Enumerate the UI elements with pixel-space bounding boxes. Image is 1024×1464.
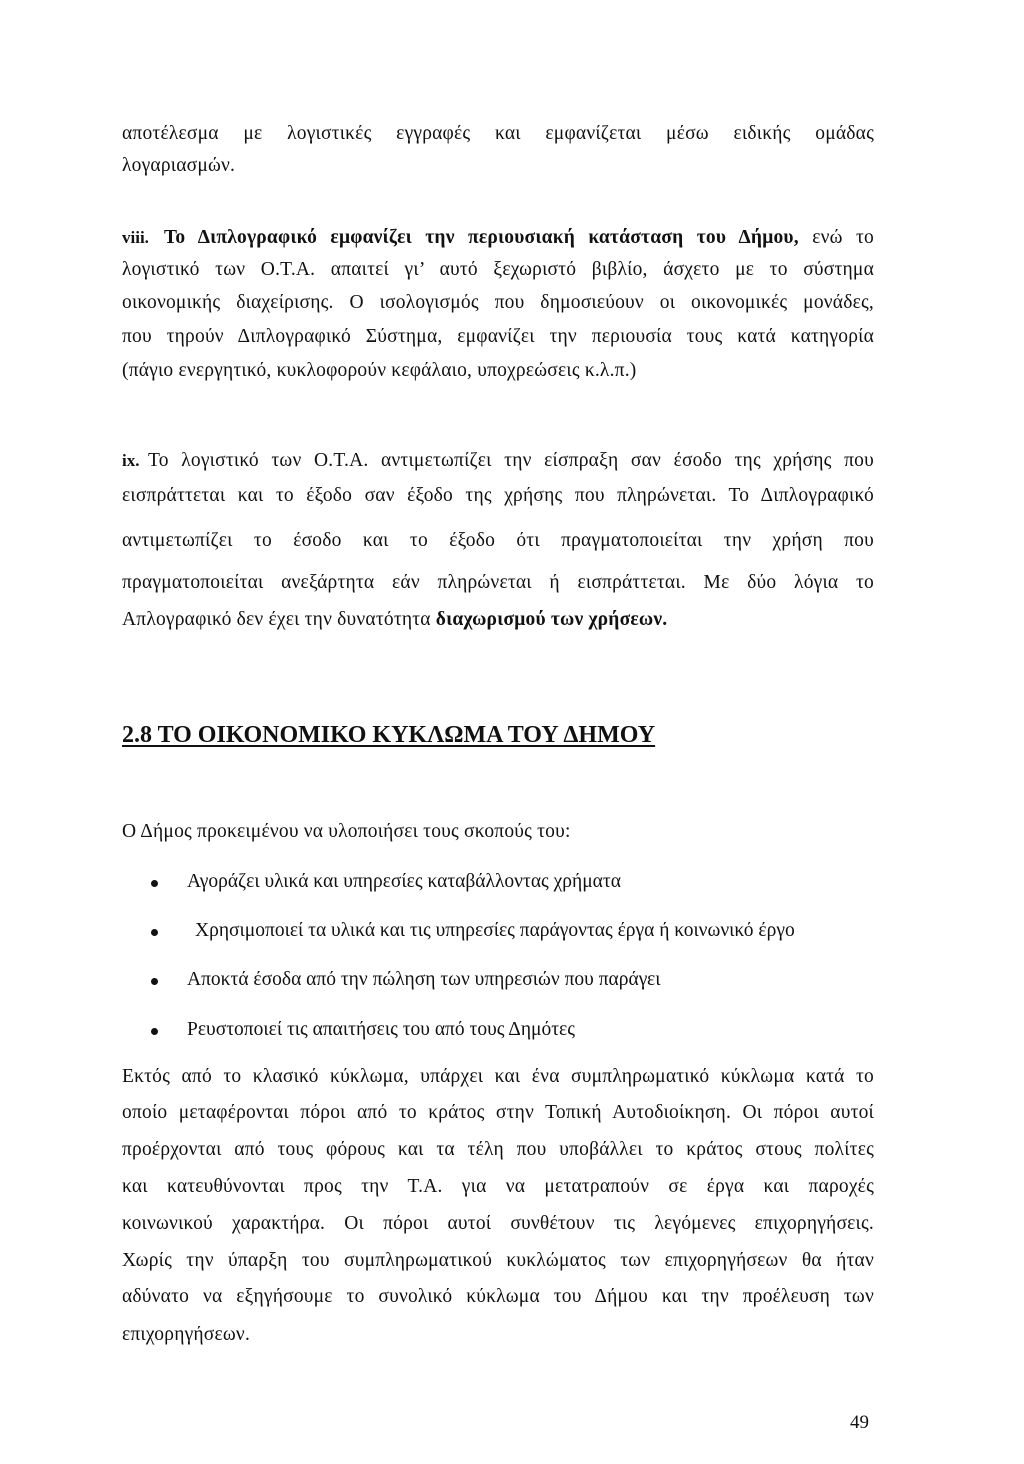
paragraph-line: πραγματοποιείται ανεξάρτητα εάν πληρώνεται ή εισπράττεται. Με δύο λόγια το	[122, 572, 874, 593]
paragraph-line: οικονομικής διαχείρισης. Ο ισολογισμός που δημοσιεύουν οι οικονομικές μονάδες,	[122, 292, 874, 313]
paragraph-line: εισπράττεται και το έξοδο σαν έξοδο της χρήσης που πληρώνεται. Το Διπλογραφικό	[122, 485, 874, 506]
paragraph-line: επιχορηγήσεων.	[122, 1324, 251, 1345]
paragraph-line: Εκτός από το κλασικό κύκλωμα, υπάρχει και ένα συμπληρωματικό κύκλωμα κατά το	[122, 1066, 874, 1087]
page-number: 49	[850, 1412, 869, 1433]
regular-text: ενώ το	[798, 227, 875, 248]
regular-text: Απλογραφικό δεν έχει την δυνατότητα	[122, 609, 436, 630]
paragraph-line: αδύνατο να εξηγήσουμε το συνολικό κύκλωμα του Δήμου και την προέλευση των	[122, 1286, 874, 1307]
paragraph-line	[164, 221, 874, 255]
bullet-icon	[151, 880, 158, 887]
paragraph-line: και κατευθύνονται προς την Τ.Α. για να μετατραπούν σε έργα και παροχές	[122, 1176, 874, 1197]
paragraph-line	[122, 603, 874, 637]
bullet-item: Χρησιμοποιεί τα υλικά και τις υπηρεσίες παράγοντας έργα ή κοινωνικό έργο	[195, 920, 795, 941]
paragraph-line: λογιστικό των Ο.Τ.Α. απαιτεί γι’ αυτό ξεχωριστό βιβλίο, άσχετο με το σύστημα	[122, 259, 874, 280]
section-heading: 2.8 ΤΟ ΟΙΚΟΝΟΜΙΚΟ ΚΥΚΛΩΜΑ ΤΟΥ ΔΗΜΟΥ	[122, 722, 656, 748]
paragraph-line: Χωρίς την ύπαρξη του συμπληρωματικού κυκλώματος των επιχορηγήσεων θα ήταν	[122, 1250, 874, 1271]
paragraph-line: που τηρούν Διπλογραφικό Σύστημα, εμφανίζει την περιουσία τους κατά κατηγορία	[122, 326, 874, 347]
paragraph-line: αποτέλεσμα με λογιστικές εγγραφές και εμφανίζεται μέσω ειδικής ομάδας	[122, 123, 874, 144]
paragraph-line: κοινωνικού χαρακτήρα. Οι πόροι αυτοί συνθέτουν τις λεγόμενες επιχορηγήσεις.	[122, 1213, 874, 1234]
paragraph-line: οποίο μεταφέρονται πόροι από το κράτος στην Τοπική Αυτοδιοίκηση. Οι πόροι αυτοί	[122, 1102, 874, 1123]
bold-text: Το Διπλογραφικό εμφανίζει την περιουσιακή κατάσταση του Δήμου,	[164, 227, 799, 248]
bullet-icon	[151, 929, 158, 936]
bullet-item: Αποκτά έσοδα από την πώληση των υπηρεσιών που παράγει	[187, 969, 661, 990]
bullet-item: Αγοράζει υλικά και υπηρεσίες καταβάλλοντας χρήματα	[187, 871, 621, 892]
paragraph-line: Το λογιστικό των Ο.Τ.Α. αντιμετωπίζει την είσπραξη σαν έσοδο της χρήσης που	[148, 450, 874, 471]
paragraph-line: λογαριασμών.	[122, 155, 236, 176]
paragraph-line: (πάγιο ενεργητικό, κυκλοφορούν κεφάλαιο, υποχρεώσεις κ.λ.π.)	[122, 360, 637, 381]
list-marker-ix: ix.	[122, 451, 140, 470]
bold-text: διαχωρισμού των χρήσεων.	[435, 609, 668, 630]
list-marker-viii: viii.	[122, 228, 149, 247]
bullet-item: Ρευστοποιεί τις απαιτήσεις του από τους Δημότες	[187, 1019, 575, 1040]
paragraph-line: προέρχονται από τους φόρους και τα τέλη που υποβάλλει το κράτος στους πολίτες	[122, 1139, 874, 1160]
bullet-icon	[151, 1028, 158, 1035]
section-intro: Ο Δήμος προκειμένου να υλοποιήσει τους σκοπούς του:	[122, 821, 571, 842]
paragraph-line: αντιμετωπίζει το έσοδο και το έξοδο ότι πραγματοποιείται την χρήση που	[122, 530, 874, 551]
bullet-icon	[151, 978, 158, 985]
